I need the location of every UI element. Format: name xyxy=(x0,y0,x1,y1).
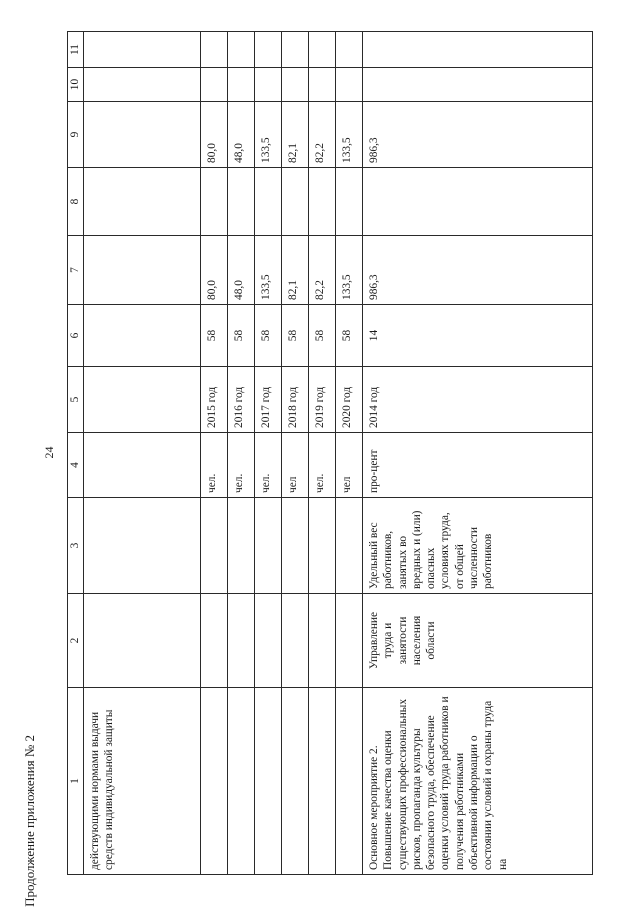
unit-cell: про-цент xyxy=(363,433,593,498)
year-cell: 2015 год xyxy=(201,367,228,433)
column-number: 3 xyxy=(68,498,84,594)
value-cell: 133,5 xyxy=(255,102,282,168)
value-cell xyxy=(201,68,228,102)
column-number-row xyxy=(68,32,84,875)
indicator-cell xyxy=(309,498,336,594)
measure-cell xyxy=(309,688,336,875)
year-cell: 2019 год xyxy=(309,367,336,433)
value-cell: 58 xyxy=(255,305,282,367)
table-row xyxy=(201,32,228,875)
executor-cell: Управление труда и занятости населения области xyxy=(363,594,593,688)
table-row xyxy=(228,32,255,875)
table-row xyxy=(309,32,336,875)
value-cell xyxy=(201,32,228,68)
value-cell: 133,5 xyxy=(336,102,363,168)
indicator-cell xyxy=(228,498,255,594)
table-row xyxy=(255,32,282,875)
value-cell xyxy=(84,168,201,236)
measure-cell xyxy=(336,688,363,875)
value-cell xyxy=(309,68,336,102)
column-number: 4 xyxy=(68,433,84,498)
column-number: 2 xyxy=(68,594,84,688)
year-cell: 2018 год xyxy=(282,367,309,433)
unit-cell: чел xyxy=(336,433,363,498)
measure-cell xyxy=(228,688,255,875)
measure-cell: действующими нормами выдачи средств индивидуальной защиты xyxy=(84,688,201,875)
value-cell xyxy=(336,68,363,102)
unit-cell: чел. xyxy=(309,433,336,498)
value-cell: 133,5 xyxy=(255,236,282,305)
value-cell: 82,2 xyxy=(309,102,336,168)
column-number: 8 xyxy=(68,168,84,236)
column-number: 10 xyxy=(68,68,84,102)
value-cell xyxy=(84,102,201,168)
value-cell xyxy=(309,168,336,236)
value-cell: 80,0 xyxy=(201,102,228,168)
column-number: 9 xyxy=(68,102,84,168)
value-cell xyxy=(282,32,309,68)
year-cell: 2014 год xyxy=(363,367,593,433)
program-table xyxy=(67,31,593,875)
table-row xyxy=(363,32,593,875)
value-cell xyxy=(363,32,593,68)
value-cell: 80,0 xyxy=(201,236,228,305)
unit-cell: чел. xyxy=(201,433,228,498)
indicator-cell xyxy=(84,498,201,594)
value-cell xyxy=(84,305,201,367)
value-cell xyxy=(336,32,363,68)
value-cell xyxy=(84,32,201,68)
column-number: 11 xyxy=(68,32,84,68)
value-cell: 986,3 xyxy=(363,102,593,168)
value-cell xyxy=(228,32,255,68)
year-cell: 2017 год xyxy=(255,367,282,433)
indicator-cell xyxy=(336,498,363,594)
unit-cell xyxy=(84,433,201,498)
table-row xyxy=(336,32,363,875)
value-cell: 58 xyxy=(282,305,309,367)
unit-cell: чел. xyxy=(228,433,255,498)
value-cell xyxy=(282,168,309,236)
column-number: 5 xyxy=(68,367,84,433)
value-cell xyxy=(363,68,593,102)
unit-cell: чел xyxy=(282,433,309,498)
indicator-cell xyxy=(282,498,309,594)
executor-cell xyxy=(336,594,363,688)
value-cell xyxy=(228,168,255,236)
unit-cell: чел. xyxy=(255,433,282,498)
table-row xyxy=(84,32,201,875)
table-row xyxy=(282,32,309,875)
value-cell xyxy=(201,168,228,236)
value-cell: 48,0 xyxy=(228,236,255,305)
executor-cell xyxy=(309,594,336,688)
indicator-cell: Удельный вес работников, занятых во вредных и (или) опасных условиях труда, от общей численности работников xyxy=(363,498,593,594)
value-cell xyxy=(255,168,282,236)
value-cell xyxy=(336,168,363,236)
value-cell xyxy=(282,68,309,102)
value-cell: 58 xyxy=(336,305,363,367)
value-cell: 986,3 xyxy=(363,236,593,305)
executor-cell xyxy=(282,594,309,688)
value-cell xyxy=(228,68,255,102)
measure-cell: Основное мероприятие 2. Повышение качества оценки существующих профессиональных рисков, пропаганда культуры безопасного труда, обеспечение оценки условий труда работников и получения работниками объективной информации о состоянии условий и охраны труда на xyxy=(363,688,593,875)
value-cell: 58 xyxy=(201,305,228,367)
value-cell xyxy=(309,32,336,68)
value-cell xyxy=(255,32,282,68)
value-cell: 14 xyxy=(363,305,593,367)
value-cell: 48,0 xyxy=(228,102,255,168)
value-cell xyxy=(84,68,201,102)
indicator-cell xyxy=(255,498,282,594)
indicator-cell xyxy=(201,498,228,594)
value-cell: 133,5 xyxy=(336,236,363,305)
executor-cell xyxy=(201,594,228,688)
appendix-continuation-note: Продолжение приложения № 2 xyxy=(22,735,37,907)
page-number: 24 xyxy=(42,446,56,459)
column-number: 1 xyxy=(68,688,84,875)
column-number: 7 xyxy=(68,236,84,305)
value-cell: 82,2 xyxy=(309,236,336,305)
value-cell: 82,1 xyxy=(282,236,309,305)
year-cell xyxy=(84,367,201,433)
executor-cell xyxy=(255,594,282,688)
value-cell: 82,1 xyxy=(282,102,309,168)
measure-cell xyxy=(255,688,282,875)
year-cell: 2020 год xyxy=(336,367,363,433)
value-cell xyxy=(363,168,593,236)
value-cell: 58 xyxy=(228,305,255,367)
measure-cell xyxy=(201,688,228,875)
column-number: 6 xyxy=(68,305,84,367)
executor-cell xyxy=(228,594,255,688)
measure-cell xyxy=(282,688,309,875)
value-cell xyxy=(255,68,282,102)
executor-cell xyxy=(84,594,201,688)
value-cell xyxy=(84,236,201,305)
value-cell: 58 xyxy=(309,305,336,367)
year-cell: 2016 год xyxy=(228,367,255,433)
